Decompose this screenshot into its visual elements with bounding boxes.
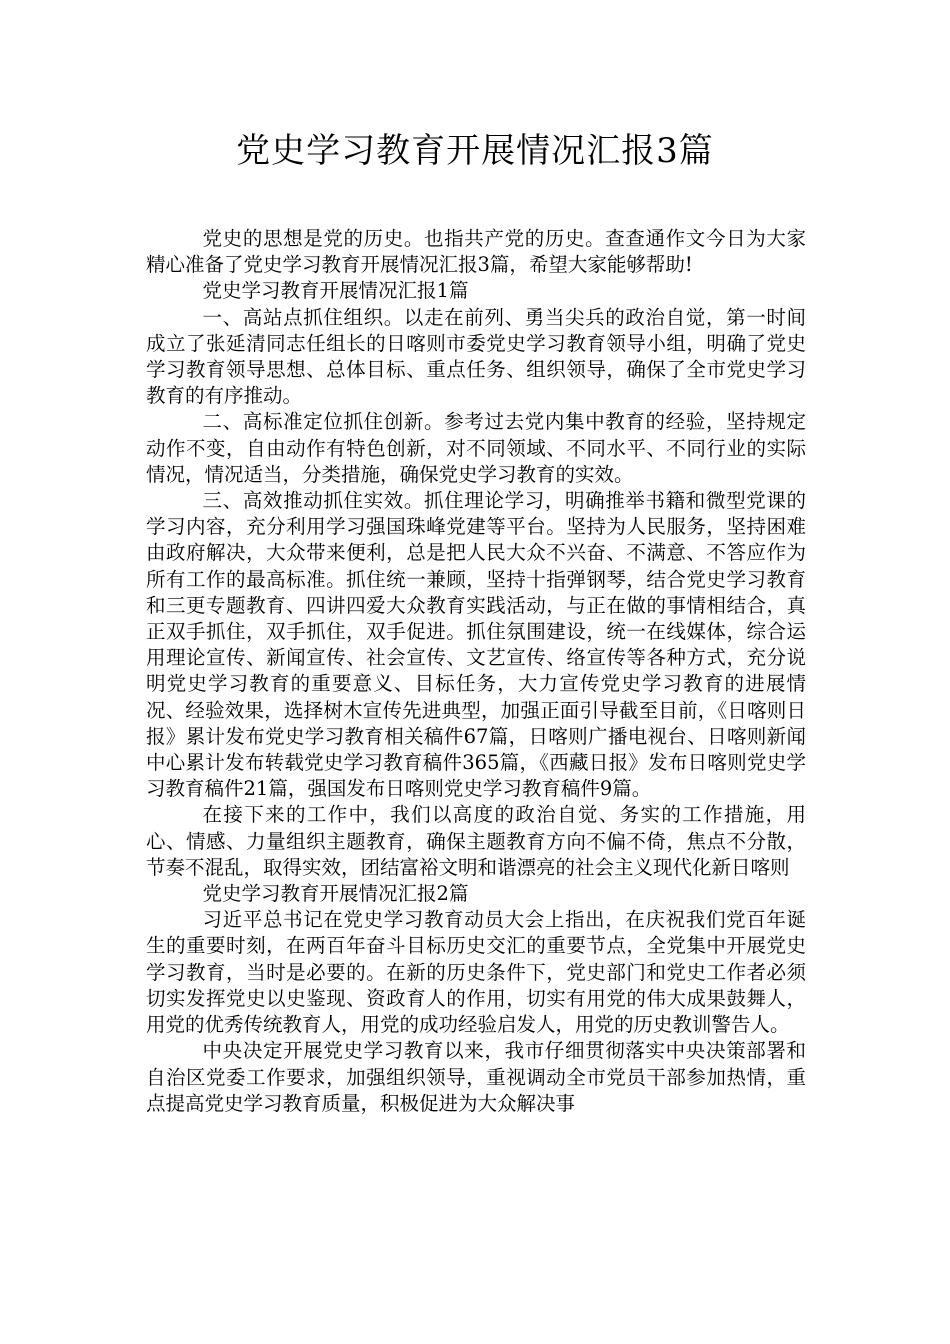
body-paragraph: 一、高站点抓住组织。以走在前列、勇当尖兵的政治自觉，第一时间成立了张延清同志任组长的日喀则市委党史学习教育领导小组，明确了党史学习教育领导思想、总体目标、重点任务、组织领导，确保了全市党史学习教育的有序推动。 [146, 305, 806, 408]
section-heading-1: 党史学习教育开展情况汇报1篇 [202, 279, 469, 303]
body-paragraph: 习近平总书记在党史学习教育动员大会上指出，在庆祝我们党百年诞生的重要时刻，在两百年奋斗目标历史交汇的重要节点，全党集中开展党史学习教育，当时是必要的。在新的历史条件下，党史部门和党史工作者必须切实发挥党史以史鉴现、资政育人的作用，切实有用党的伟大成果鼓舞人，用党的优秀传统教育人，用党的成功经验启发人，用党的历史教训警告人。 [146, 908, 806, 1037]
document-title: 党史学习教育开展情况汇报3篇 [236, 131, 714, 171]
body-paragraph: 中央决定开展党史学习教育以来，我市仔细贯彻落实中央决策部署和自治区党委工作要求，加强组织领导，重视调动全市党员干部参加热情，重点提高党史学习教育质量，积极促进为大众解决事 [146, 1039, 806, 1115]
section-heading-2: 党史学习教育开展情况汇报2篇 [202, 882, 469, 906]
body-paragraph: 三、高效推动抓住实效。抓住理论学习，明确推举书籍和微型党课的学习内容，充分利用学习强国珠峰党建等平台。坚持为人民服务，坚持困难由政府解决，大众带来便利，总是把人民大众不兴奋、不满意、不答应作为所有工作的最高标准。抓住统一兼顾，坚持十指弹钢琴，结合党史学习教育和三更专题教育、四讲四爱大众教育实践活动，与正在做的事情相结合，真正双手抓住，双手抓住，双手促进。抓住氛围建设，统一在线媒体，综合运用理论宣传、新闻宣传、社会宣传、文艺宣传、络宣传等各种方式，充分说明党史学习教育的重要意义、目标任务，大力宣传党史学习教育的进展情况、经验效果，选择树木宣传先进典型，加强正面引导截至目前，《日喀则日报》累计发布党史学习教育相关稿件67篇，日喀则广播电视台、日喀则新闻中心累计发布转载党史学习教育稿件365篇，《西藏日报》发布日喀则党史学习教育稿件21篇，强国发布日喀则党史学习教育稿件9篇。 [146, 489, 806, 801]
body-paragraph: 在接下来的工作中，我们以高度的政治自觉、务实的工作措施，用心、情感、力量组织主题教育，确保主题教育方向不偏不倚，焦点不分散，节奏不混乱，取得实效，团结富裕文明和谐漂亮的社会主义现代化新日喀则 [146, 803, 806, 879]
document-body [146, 226, 806, 1117]
intro-paragraph: 党史的思想是党的历史。也指共产党的历史。查查通作文今日为大家精心准备了党史学习教育开展情况汇报3篇，希望大家能够帮助! [146, 227, 806, 277]
body-paragraph: 二、高标准定位抓住创新。参考过去党内集中教育的经验，坚持规定动作不变，自由动作有特色创新，对不同领域、不同水平、不同行业的实际情况，情况适当，分类措施，确保党史学习教育的实效。 [146, 410, 806, 486]
